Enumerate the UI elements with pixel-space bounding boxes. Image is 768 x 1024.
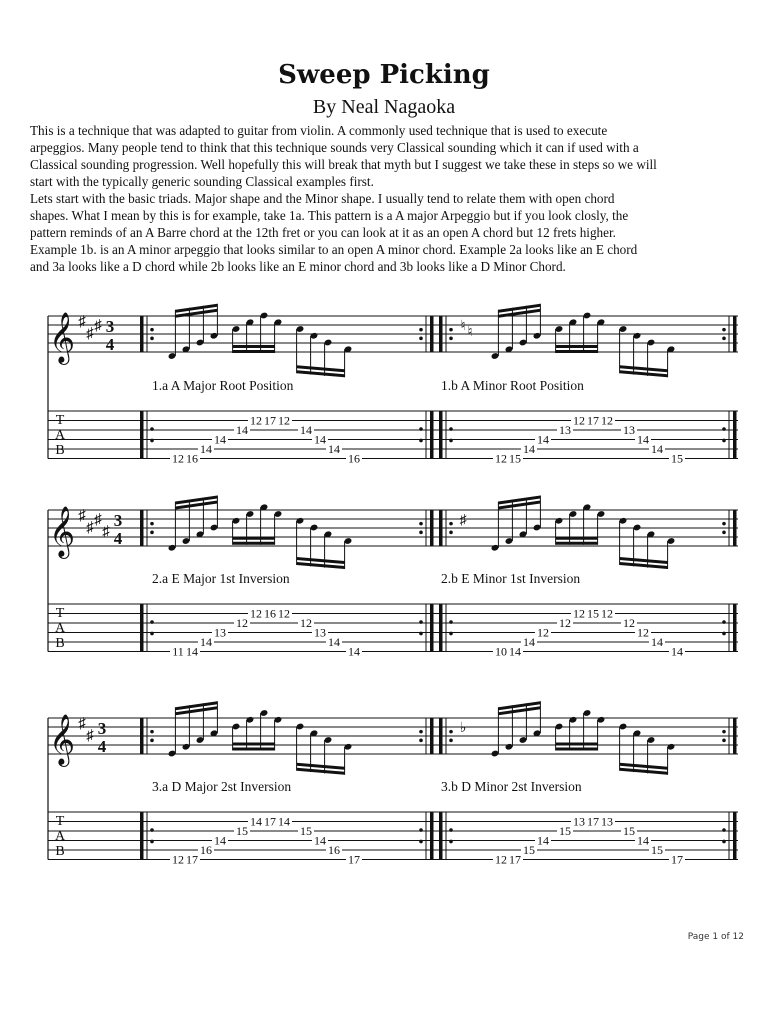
fret-number: 14 xyxy=(328,442,340,456)
repeat-barline-thick xyxy=(733,411,737,459)
repeat-barline-thick xyxy=(439,510,443,546)
fret-number: 14 xyxy=(236,423,248,437)
note-beam xyxy=(556,542,598,545)
fret-number: 13 xyxy=(314,625,326,640)
repeat-barline-thick xyxy=(430,604,434,652)
intro-line: Example 1b. is an A minor arpeggio that looks similar to an open A minor chord. Example 2a looks like an E chord xyxy=(30,242,638,257)
fret-number: 16 xyxy=(348,451,360,466)
key-signature-accidental: ♯ xyxy=(86,326,94,342)
repeat-dot xyxy=(419,427,423,431)
repeat-dot xyxy=(722,620,726,624)
fret-number: 13 xyxy=(601,814,613,829)
repeat-dot xyxy=(449,620,453,624)
key-signature-accidental: ♯ xyxy=(94,512,102,528)
tab-letter: T xyxy=(55,413,65,428)
fret-number: 11 xyxy=(172,644,184,659)
fret-number: 14 xyxy=(651,442,663,456)
repeat-barline-thick xyxy=(733,604,737,652)
time-signature-bottom: 4 xyxy=(97,737,107,756)
fret-number: 12 xyxy=(623,616,635,630)
repeat-dot xyxy=(419,439,423,443)
key-signature-accidental: ♯ xyxy=(78,716,86,732)
fret-number: 14 xyxy=(278,814,290,829)
example-label: 2.b E Minor 1st Inversion xyxy=(441,571,581,586)
fret-number: 12 xyxy=(236,616,248,630)
fret-number: 14 xyxy=(214,833,226,848)
tab-letter: A xyxy=(54,428,66,443)
repeat-dot xyxy=(419,328,423,332)
repeat-dot xyxy=(150,840,154,844)
fret-number: 12 xyxy=(559,616,571,630)
repeat-dot xyxy=(150,531,154,535)
key-change-accidental: ♮ xyxy=(467,325,473,340)
note-beam xyxy=(233,350,275,353)
tab-letter: B xyxy=(55,844,65,859)
repeat-dot xyxy=(419,337,423,341)
key-change-accidental: ♮ xyxy=(460,319,466,334)
intro-line: start with the typically generic sounding Classical examples first. xyxy=(30,174,374,189)
tab-letter: B xyxy=(55,443,65,458)
note-beam xyxy=(556,743,598,746)
repeat-dot xyxy=(722,337,726,341)
fret-number: 15 xyxy=(671,451,683,466)
repeat-dot xyxy=(419,828,423,832)
repeat-dot xyxy=(449,739,453,743)
repeat-dot xyxy=(449,730,453,734)
repeat-dot xyxy=(419,531,423,535)
treble-clef-icon: 𝄞 xyxy=(48,313,76,362)
repeat-dot xyxy=(150,439,154,443)
fret-number: 14 xyxy=(314,833,326,848)
fret-number: 17 xyxy=(186,852,198,867)
repeat-barline-thick xyxy=(430,812,434,860)
note-beam xyxy=(556,537,598,540)
repeat-dot xyxy=(449,632,453,636)
fret-number: 13 xyxy=(573,814,585,829)
repeat-barline-thick xyxy=(430,718,434,754)
repeat-barline-thick xyxy=(430,411,434,459)
music-system xyxy=(48,496,738,659)
repeat-dot xyxy=(150,739,154,743)
fret-number: 17 xyxy=(264,413,276,428)
example-label: 3.a D Major 2st Inversion xyxy=(152,779,292,794)
fret-number: 16 xyxy=(186,451,198,466)
intro-line: and 3a looks like a D chord while 2b looks like an E minor chord and 3b looks like a D Minor Chord. xyxy=(30,259,566,274)
fret-number: 13 xyxy=(214,625,226,640)
fret-number: 16 xyxy=(264,606,276,621)
repeat-barline-thick xyxy=(140,316,144,352)
key-change-accidental: ♭ xyxy=(459,721,467,736)
repeat-dot xyxy=(449,328,453,332)
tab-letter: T xyxy=(55,814,65,829)
repeat-dot xyxy=(722,427,726,431)
repeat-barline-thick xyxy=(733,812,737,860)
fret-number: 14 xyxy=(537,833,549,848)
note-beam xyxy=(233,542,275,545)
fret-number: 14 xyxy=(671,644,683,659)
repeat-barline-thick xyxy=(140,718,144,754)
note-beam xyxy=(556,350,598,353)
intro-line: Lets start with the basic triads. Major shape and the Minor shape. I usually tend to relate them with open chord xyxy=(30,191,615,206)
fret-number: 14 xyxy=(200,442,212,456)
repeat-dot xyxy=(419,840,423,844)
fret-number: 13 xyxy=(559,423,571,437)
fret-number: 12 xyxy=(573,606,585,621)
fret-number: 14 xyxy=(328,635,340,649)
fret-number: 12 xyxy=(573,413,585,428)
treble-clef-icon: 𝄞 xyxy=(48,715,76,764)
fret-number: 14 xyxy=(300,423,312,437)
fret-number: 14 xyxy=(637,432,649,447)
fret-number: 12 xyxy=(601,413,613,428)
intro-line: This is a technique that was adapted to guitar from violin. A commonly used technique that is used to execute xyxy=(30,123,608,138)
fret-number: 12 xyxy=(250,606,262,621)
key-signature-accidental: ♯ xyxy=(94,318,102,334)
repeat-dot xyxy=(722,531,726,535)
time-signature-bottom: 4 xyxy=(105,335,115,354)
intro-line: Classical sounding progression. Well hopefully this will break that myth but I suggest we take these in steps so we will xyxy=(30,157,657,172)
fret-number: 12 xyxy=(601,606,613,621)
fret-number: 17 xyxy=(509,852,521,867)
note-beam xyxy=(233,537,275,540)
fret-number: 12 xyxy=(278,606,290,621)
fret-number: 13 xyxy=(623,423,635,437)
repeat-barline-thick xyxy=(439,316,443,352)
fret-number: 12 xyxy=(172,852,184,867)
music-system xyxy=(48,701,738,866)
repeat-barline-thick xyxy=(430,316,434,352)
fret-number: 12 xyxy=(495,852,507,867)
fret-number: 15 xyxy=(559,824,571,838)
repeat-dot xyxy=(449,439,453,443)
repeat-dot xyxy=(150,828,154,832)
repeat-dot xyxy=(722,828,726,832)
fret-number: 14 xyxy=(314,432,326,447)
repeat-dot xyxy=(722,632,726,636)
page-title: Sweep Picking xyxy=(278,60,490,90)
music-system xyxy=(48,304,738,466)
note-beam xyxy=(556,345,598,348)
time-signature-top: 3 xyxy=(113,511,123,530)
repeat-barline-thick xyxy=(439,604,443,652)
fret-number: 17 xyxy=(264,814,276,829)
repeat-dot xyxy=(449,531,453,535)
note-beam xyxy=(233,345,275,348)
repeat-barline-thick xyxy=(733,316,737,352)
repeat-dot xyxy=(150,328,154,332)
repeat-barline-thick xyxy=(439,812,443,860)
fret-number: 14 xyxy=(214,432,226,447)
fret-number: 14 xyxy=(509,644,521,659)
fret-number: 12 xyxy=(172,451,184,466)
fret-number: 14 xyxy=(186,644,198,659)
repeat-barline-thick xyxy=(733,510,737,546)
repeat-dot xyxy=(722,739,726,743)
repeat-barline-thick xyxy=(439,718,443,754)
repeat-dot xyxy=(150,427,154,431)
fret-number: 12 xyxy=(278,413,290,428)
repeat-dot xyxy=(419,522,423,526)
fret-number: 14 xyxy=(348,644,360,659)
fret-number: 15 xyxy=(623,824,635,838)
fret-number: 14 xyxy=(200,635,212,649)
repeat-dot xyxy=(722,439,726,443)
key-change-accidental: ♯ xyxy=(459,513,467,528)
time-signature-top: 3 xyxy=(97,719,107,738)
repeat-dot xyxy=(449,828,453,832)
repeat-barline-thick xyxy=(140,411,144,459)
repeat-dot xyxy=(419,620,423,624)
tab-letter: T xyxy=(55,606,65,621)
repeat-dot xyxy=(722,730,726,734)
fret-number: 15 xyxy=(651,843,663,857)
fret-number: 10 xyxy=(495,644,507,659)
treble-clef-icon: 𝄞 xyxy=(48,507,76,556)
key-signature-accidental: ♯ xyxy=(78,508,86,524)
repeat-dot xyxy=(150,522,154,526)
fret-number: 15 xyxy=(300,824,312,838)
repeat-dot xyxy=(722,522,726,526)
fret-number: 12 xyxy=(250,413,262,428)
fret-number: 15 xyxy=(236,824,248,838)
tab-letter: A xyxy=(54,829,66,844)
repeat-barline-thick xyxy=(140,812,144,860)
repeat-barline-thick xyxy=(140,510,144,546)
key-signature-accidental: ♯ xyxy=(102,524,110,540)
repeat-barline-thick xyxy=(439,411,443,459)
example-label: 1.a A Major Root Position xyxy=(152,378,294,393)
fret-number: 17 xyxy=(348,852,360,867)
repeat-dot xyxy=(419,730,423,734)
fret-number: 17 xyxy=(587,814,599,829)
fret-number: 16 xyxy=(328,843,340,857)
fret-number: 17 xyxy=(587,413,599,428)
fret-number: 12 xyxy=(300,616,312,630)
fret-number: 15 xyxy=(523,843,535,857)
repeat-dot xyxy=(419,632,423,636)
repeat-barline-thick xyxy=(430,510,434,546)
key-signature-accidental: ♯ xyxy=(86,728,94,744)
time-signature-bottom: 4 xyxy=(113,529,123,548)
fret-number: 17 xyxy=(671,852,683,867)
repeat-dot xyxy=(150,730,154,734)
repeat-dot xyxy=(150,632,154,636)
fret-number: 16 xyxy=(200,843,212,857)
fret-number: 15 xyxy=(509,451,521,466)
intro-line: shapes. What I mean by this is for example, take 1a. This pattern is a A major Arpeggio but if you look closly, the xyxy=(30,208,629,223)
repeat-barline-thick xyxy=(140,604,144,652)
fret-number: 14 xyxy=(651,635,663,649)
repeat-dot xyxy=(722,328,726,332)
fret-number: 12 xyxy=(637,625,649,640)
repeat-dot xyxy=(449,337,453,341)
key-signature-accidental: ♯ xyxy=(86,520,94,536)
tab-letter: A xyxy=(54,621,66,636)
repeat-dot xyxy=(449,427,453,431)
page-number: Page 1 of 12 xyxy=(687,932,744,942)
fret-number: 14 xyxy=(523,442,535,456)
example-label: 1.b A Minor Root Position xyxy=(441,378,584,393)
tab-letter: B xyxy=(55,636,65,651)
repeat-barline-thick xyxy=(733,718,737,754)
example-label: 3.b D Minor 2st Inversion xyxy=(441,779,582,794)
note-beam xyxy=(233,743,275,746)
repeat-dot xyxy=(449,840,453,844)
fret-number: 12 xyxy=(537,625,549,640)
key-signature-accidental: ♯ xyxy=(78,314,86,330)
fret-number: 14 xyxy=(537,432,549,447)
fret-number: 15 xyxy=(587,606,599,621)
note-beam xyxy=(556,748,598,751)
fret-number: 14 xyxy=(637,833,649,848)
fret-number: 14 xyxy=(523,635,535,649)
repeat-dot xyxy=(150,337,154,341)
intro-line: pattern reminds of an A Barre chord at the 12th fret or you can look at it as an open A chord but 12 frets higher. xyxy=(30,225,616,240)
fret-number: 14 xyxy=(250,814,262,829)
intro-line: arpeggios. Many people tend to think that this technique sounds very Classical sounding which it can if used with a xyxy=(30,140,639,155)
repeat-dot xyxy=(150,620,154,624)
repeat-dot xyxy=(449,522,453,526)
repeat-dot xyxy=(722,840,726,844)
example-label: 2.a E Major 1st Inversion xyxy=(152,571,290,586)
author-line: By Neal Nagaoka xyxy=(312,96,456,118)
repeat-dot xyxy=(419,739,423,743)
time-signature-top: 3 xyxy=(105,317,115,336)
fret-number: 12 xyxy=(495,451,507,466)
note-beam xyxy=(233,748,275,751)
